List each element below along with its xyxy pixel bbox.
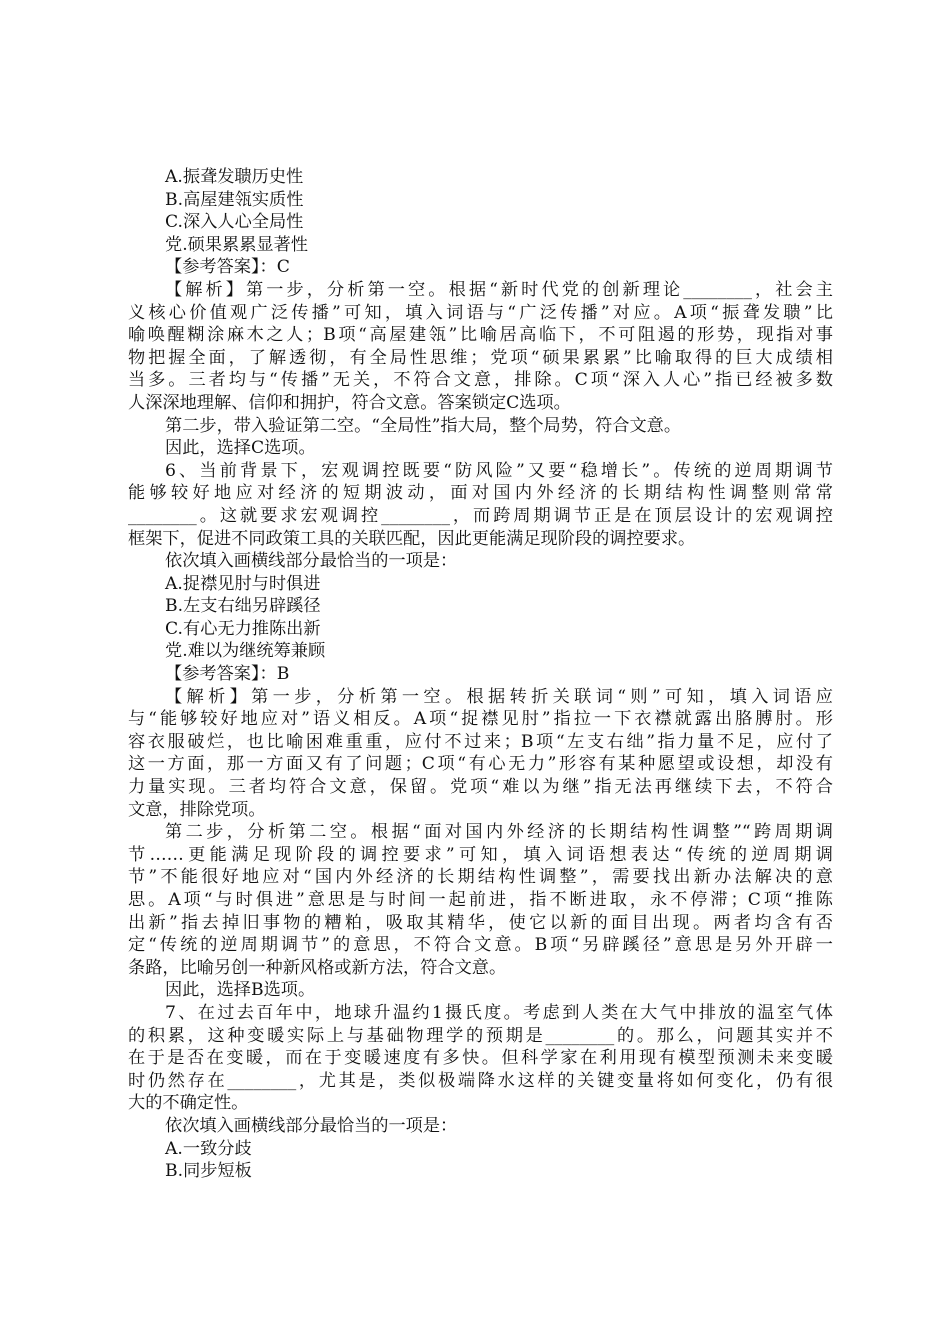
text-line: 【参考答案】：B xyxy=(165,664,290,685)
text-line: 物把握全面，了解透彻，有全局性思维；党项“硕果累累”比喻取得的巨大成绩相 xyxy=(128,347,833,368)
text-line: 框架下，促进不同政策工具的关联匹配，因此更能满足现阶段的调控要求。 xyxy=(128,528,696,549)
text-line: 【解析】第一步，分析第一空。根据“新时代党的创新理论________，社会主 xyxy=(165,279,833,300)
text-line: 第二步，分析第二空。根据“面对国内外经济的长期结构性调整”“跨周期调 xyxy=(165,822,833,843)
text-line: 的积累，这种变暖实际上与基础物理学的预期是________的。那么，问题其实并不 xyxy=(128,1025,833,1046)
text-line: 当多。三者均与“传播”无关，不符合文意，排除。C项“深入人心”指已经被多数 xyxy=(128,370,833,391)
text-line: 6、当前背景下，宏观调控既要“防风险”又要“稳增长”。传统的逆周期调节 xyxy=(165,460,833,481)
text-line: 义核心价值观广泛传播”可知，填入词语与“广泛传播”对应。A项“振聋发聩”比 xyxy=(128,302,833,323)
text-line: 时仍然存在________，尤其是，类似极端降水这样的关键变量将如何变化，仍有很 xyxy=(128,1070,833,1091)
text-line: 因此，选择B选项。 xyxy=(165,980,316,1001)
text-line: 7、在过去百年中，地球升温约1摄氏度。考虑到人类在大气中排放的温室气体 xyxy=(165,1002,833,1023)
text-line: 大的不确定性。 xyxy=(128,1093,249,1114)
text-line: A.一致分歧 xyxy=(165,1138,252,1159)
document-body xyxy=(128,166,833,1183)
text-line: 喻唤醒糊涂麻木之人；B项“高屋建瓴”比喻居高临下，不可阻遏的形势，现指对事 xyxy=(128,325,833,346)
text-line: 在于是否在变暖，而在于变暖速度有多快。但科学家在利用现有模型预测未来变暖 xyxy=(128,1048,833,1069)
text-line: 定“传统的逆周期调节”的意思，不符合文意。B项“另辟蹊径”意思是另外开辟一 xyxy=(128,935,833,956)
text-line: 【参考答案】：C xyxy=(165,257,290,278)
text-line: ________。这就要求宏观调控________，而跨周期调节正是在顶层设计的宏观调控 xyxy=(128,505,833,526)
text-line: B.左支右绌另辟蹊径 xyxy=(165,596,321,617)
text-line: 【解析】第一步，分析第一空。根据转折关联词“则”可知，填入词语应 xyxy=(165,686,833,707)
text-line: 与“能够较好地应对”语义相反。A项“捉襟见肘”指拉一下衣襟就露出胳膊肘。形 xyxy=(128,709,833,730)
text-line: 这一方面，那一方面又有了问题；C项“有心无力”形容有某种愿望或设想，却没有 xyxy=(128,754,833,775)
text-line: 第二步，带入验证第二空。“全局性”指大局，整个局势，符合文意。 xyxy=(165,415,682,436)
text-line: B.高屋建瓴实质性 xyxy=(165,189,304,210)
text-line: A.捉襟见肘与时俱进 xyxy=(165,573,321,594)
text-line: 因此，选择C选项。 xyxy=(165,438,316,459)
text-line: 节……更能满足现阶段的调控要求”可知，填入词语想表达“传统的逆周期调 xyxy=(128,844,833,865)
text-line: 思。A项“与时俱进”意思是与时间一起前进，指不断进取，永不停滞；C项“推陈 xyxy=(128,890,833,910)
text-line: 依次填入画横线部分最恰当的一项是： xyxy=(165,551,458,572)
text-line: 党.难以为继统筹兼顾 xyxy=(165,641,326,662)
text-line: 条路，比喻另创一种新风格或新方法，符合文意。 xyxy=(128,957,507,978)
text-line: 能够较好地应对经济的短期波动，面对国内外经济的长期结构性调整则常常 xyxy=(128,483,833,504)
text-line: 依次填入画横线部分最恰当的一项是： xyxy=(165,1115,458,1136)
text-line: 节”不能很好地应对“国内外经济的长期结构性调整”，需要找出新办法解决的意 xyxy=(128,867,833,888)
text-line: 文意，排除党项。 xyxy=(128,799,266,820)
text-line: B.同步短板 xyxy=(165,1161,252,1182)
text-line: A.振聋发聩历史性 xyxy=(165,167,304,187)
text-line: C.有心无力推陈出新 xyxy=(165,618,321,639)
text-line: 容衣服破烂，也比喻困难重重，应付不过来；B项“左支右绌”指力量不足，应付了 xyxy=(128,731,833,752)
text-line: 党.硕果累累显著性 xyxy=(165,234,308,255)
text-line: 出新”指去掉旧事物的糟粕，吸取其精华，使它以新的面目出现。两者均含有否 xyxy=(128,912,833,933)
text-line: C.深入人心全局性 xyxy=(165,212,304,233)
text-line: 人深深地理解、信仰和拥护，符合文意。答案锁定C选项。 xyxy=(128,392,571,413)
text-line: 力量实现。三者均符合文意，保留。党项“难以为继”指无法再继续下去，不符合 xyxy=(128,777,833,798)
